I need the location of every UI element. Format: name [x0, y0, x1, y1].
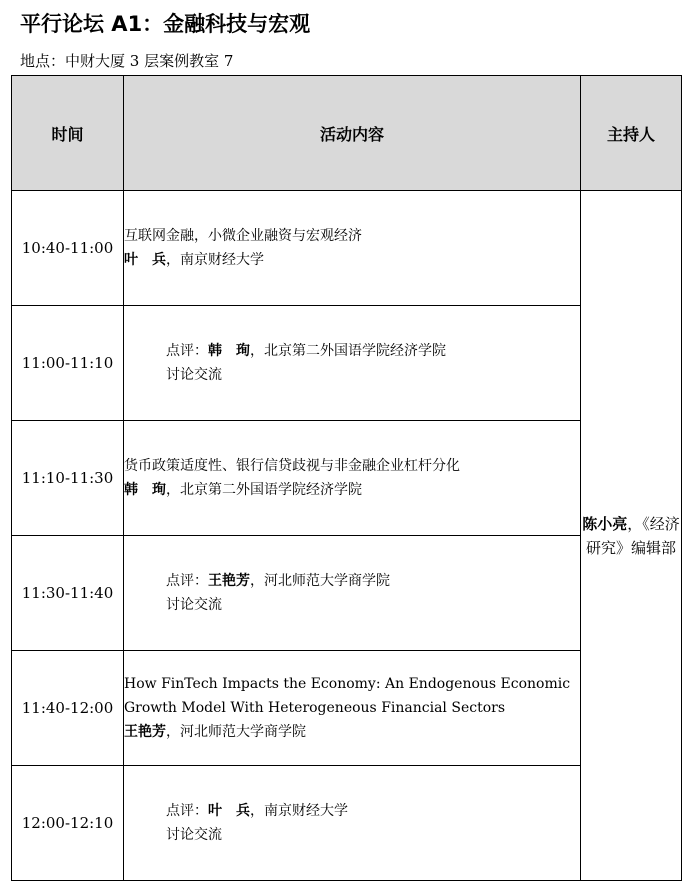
- session-time: 11:10-11:30: [12, 421, 124, 536]
- session-content: [124, 421, 581, 536]
- page-title: 平行论坛 A1：金融科技与宏观: [20, 12, 311, 36]
- speaker-name: 韩 珣: [124, 482, 166, 498]
- speaker-name: 叶 兵: [124, 252, 166, 268]
- speaker-name: 王艳芳: [124, 724, 166, 740]
- discussion-text: 讨论交流: [166, 367, 222, 383]
- host-cell: [581, 191, 682, 881]
- session-time: 12:00-12:10: [12, 766, 124, 881]
- session-content: [124, 191, 581, 306]
- session-content: [124, 651, 581, 766]
- schedule-table: [11, 75, 682, 881]
- session-time: 11:00-11:10: [12, 306, 124, 421]
- discussion-text: 讨论交流: [166, 597, 222, 613]
- session-time: 11:40-12:00: [12, 651, 124, 766]
- header-content: 活动内容: [124, 76, 581, 191]
- reviewer-name: 叶 兵: [208, 803, 250, 819]
- reviewer-affiliation: ，北京第二外国语学院经济学院: [250, 343, 446, 359]
- review-line: [166, 569, 580, 593]
- header-time: 时间: [12, 76, 124, 191]
- talk-topic: How FinTech Impacts the Economy: An Endogenous Economic Growth Model With Heterogeneous Financial Sectors: [124, 676, 571, 716]
- header-row: [12, 76, 682, 191]
- host-affiliation: ，《经济研究》编辑部: [585, 514, 680, 557]
- talk-topic: 货币政策适度性、银行信贷歧视与非金融企业杠杆分化: [124, 458, 460, 474]
- speaker-affiliation: ，河北师范大学商学院: [166, 724, 306, 740]
- session-content: [124, 536, 581, 651]
- speaker-affiliation: ，北京第二外国语学院经济学院: [166, 482, 362, 498]
- reviewer-name: 王艳芳: [208, 573, 250, 589]
- table-row: [12, 191, 682, 306]
- review-label: 点评：: [166, 343, 208, 359]
- review-line: [166, 799, 580, 823]
- review-label: 点评：: [166, 803, 208, 819]
- talk-speaker-line: [124, 720, 580, 744]
- discussion-text: 讨论交流: [166, 827, 222, 843]
- talk-speaker-line: [124, 248, 580, 272]
- review-label: 点评：: [166, 573, 208, 589]
- speaker-affiliation: ，南京财经大学: [166, 252, 264, 268]
- reviewer-affiliation: ，河北师范大学商学院: [250, 573, 390, 589]
- reviewer-affiliation: ，南京财经大学: [250, 803, 348, 819]
- session-time: 11:30-11:40: [12, 536, 124, 651]
- location-text: 地点：中财大厦 3 层案例教室 7: [20, 52, 234, 70]
- talk-topic: 互联网金融，小微企业融资与宏观经济: [124, 228, 362, 244]
- session-content: [124, 306, 581, 421]
- session-time: 10:40-11:00: [12, 191, 124, 306]
- reviewer-name: 韩 珣: [208, 343, 250, 359]
- session-content: [124, 766, 581, 881]
- talk-speaker-line: [124, 478, 580, 502]
- header-host: 主持人: [581, 76, 682, 191]
- host-name: 陈小亮: [582, 514, 628, 533]
- review-line: [166, 339, 580, 363]
